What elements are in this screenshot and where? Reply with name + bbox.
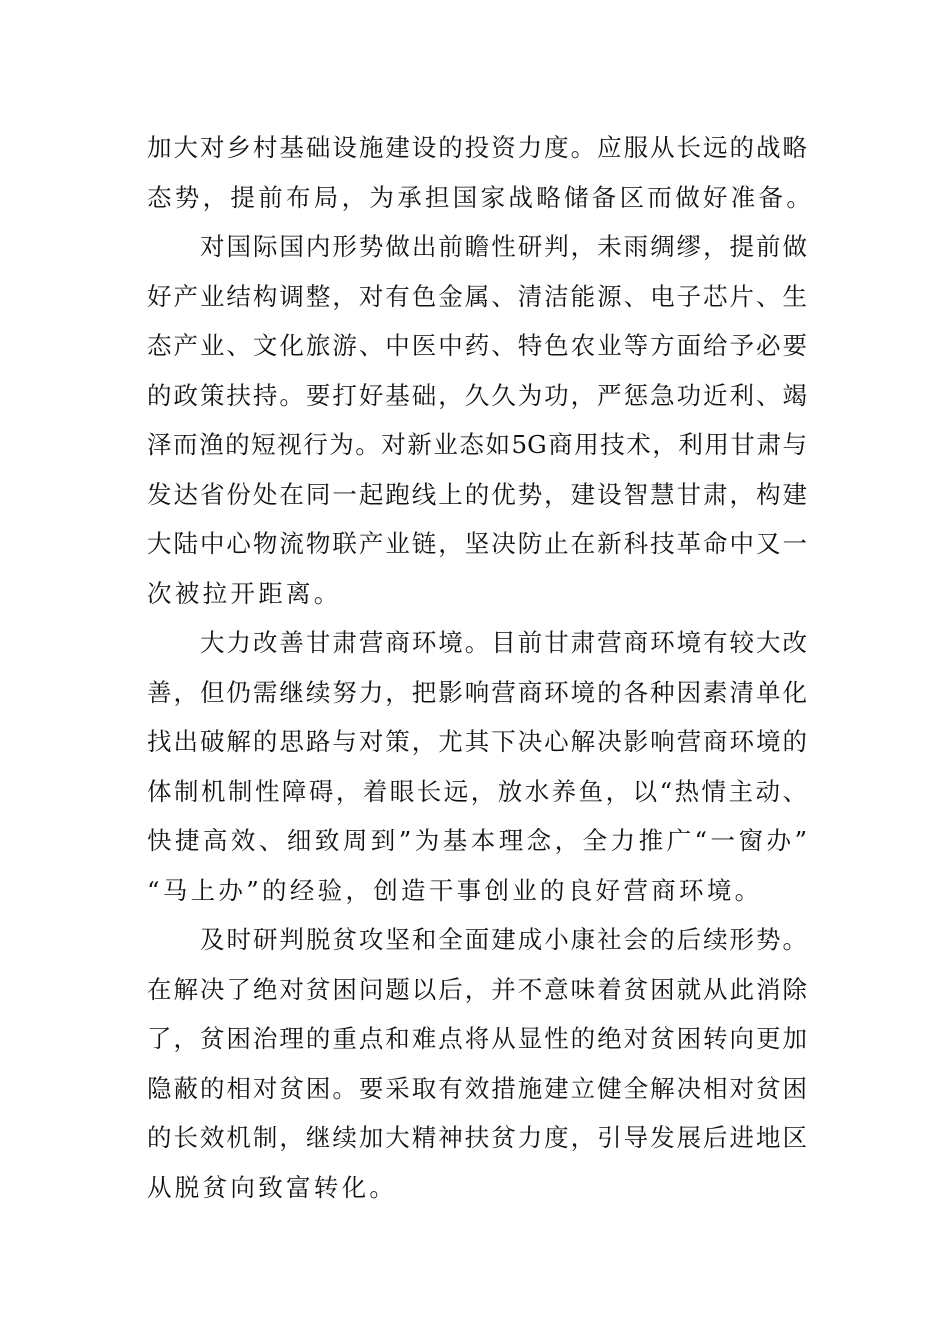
text-line: 及时研判脱贫攻坚和全面建成小康社会的后续形势。: [200, 925, 807, 954]
text-line: 次被拉开距离。: [147, 578, 342, 608]
text-line: 好产业结构调整，对有色金属、清洁能源、电子芯片、生: [147, 281, 807, 311]
text-line: 在解决了绝对贫困问题以后，并不意味着贫困就从此消除: [147, 974, 807, 1004]
document-body: [147, 123, 815, 1212]
paragraph-1: [147, 123, 815, 222]
text-line: 对国际国内形势做出前瞻性研判，未雨绸缪，提前做: [200, 232, 807, 261]
text-line: 快捷高效、细致周到”为基本理念，全力推广“一窗办”: [147, 826, 807, 855]
paragraph-3: [147, 618, 807, 915]
text-line: “马上办”的经验，创造干事创业的良好营商环境。: [147, 875, 763, 905]
paragraph-4: [147, 915, 807, 1212]
text-line: 发达省份处在同一起跑线上的优势，建设智慧甘肃，构建: [147, 479, 807, 509]
text-line: 的长效机制，继续加大精神扶贫力度，引导发展后进地区: [147, 1123, 807, 1152]
text-line: 大力改善甘肃营商环境。目前甘肃营商环境有较大改: [200, 628, 807, 657]
paragraph-2: [147, 222, 807, 618]
text-line: 的政策扶持。要打好基础，久久为功，严惩急功近利、竭: [147, 380, 807, 410]
text-line: 从脱贫向致富转化。: [147, 1172, 398, 1202]
text-line: 大陆中心物流物联产业链，坚决防止在新科技革命中又一: [147, 529, 807, 558]
text-line: 体制机制性障碍，着眼长远，放水养鱼，以“热情主动、: [147, 776, 807, 806]
text-line: 态产业、文化旅游、中医中药、特色农业等方面给予必要: [147, 331, 807, 360]
text-line: 加大对乡村基础设施建设的投资力度。应服从长远的战略: [147, 133, 807, 162]
text-line: 隐蔽的相对贫困。要采取有效措施建立健全解决相对贫困: [147, 1073, 807, 1103]
text-line: 了，贫困治理的重点和难点将从显性的绝对贫困转向更加: [147, 1024, 807, 1053]
text-line: 善，但仍需继续努力，把影响营商环境的各种因素清单化: [147, 677, 807, 707]
text-line: 找出破解的思路与对策，尤其下决心解决影响营商环境的: [147, 727, 807, 756]
text-line: 态势，提前布局，为承担国家战略储备区而做好准备。: [147, 182, 815, 212]
text-line: 泽而渔的短视行为。对新业态如5G商用技术，利用甘肃与: [147, 430, 807, 459]
